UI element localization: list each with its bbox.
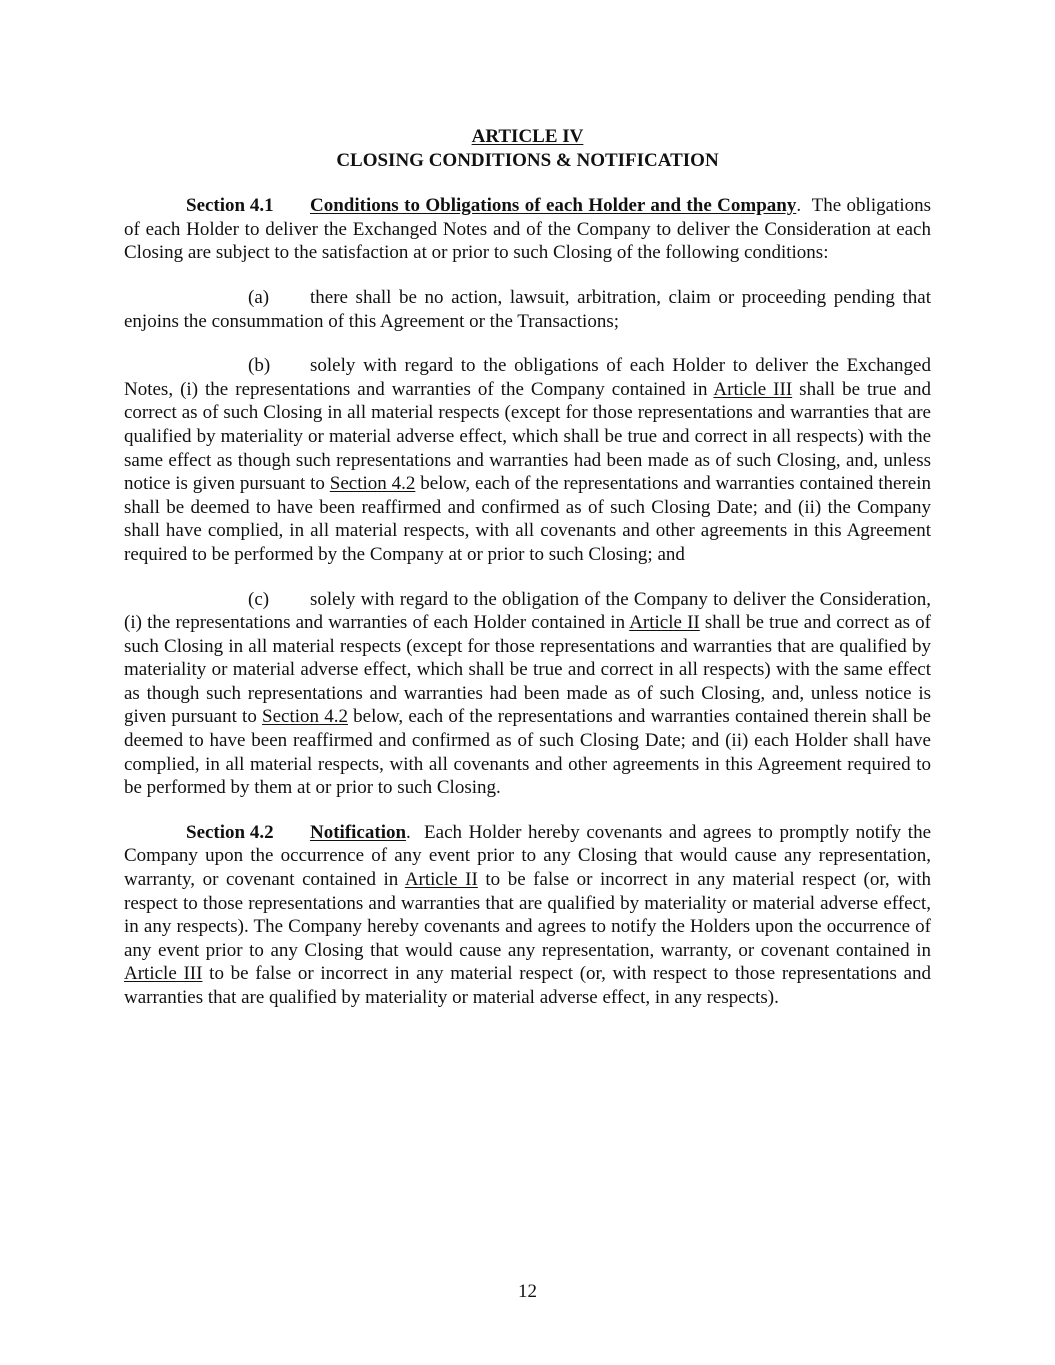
- article-heading: [124, 125, 931, 172]
- section-4-1-paragraph: [124, 194, 931, 265]
- section-4-2-link[interactable]: Section 4.2: [329, 473, 416, 495]
- section-4-1-title-end: .: [796, 195, 802, 217]
- article-iii-link[interactable]: Article III: [713, 378, 793, 400]
- condition-c-label: (c): [248, 588, 270, 610]
- condition-c-paragraph: [124, 588, 931, 800]
- section-4-2-paragraph: [124, 821, 931, 1010]
- condition-a-label: (a): [248, 286, 270, 308]
- section-4-2-title: Notification: [310, 821, 407, 843]
- section-4-2-text-1: Each Holder hereby covenants and agrees to promptly notify the Company upon the occurrence of any event prior to any Closing that would cause any representation, warranty, or covenant contained in: [124, 821, 932, 891]
- section-4-2-title-end: .: [406, 821, 411, 843]
- article-ii-link[interactable]: Article II: [629, 612, 700, 634]
- condition-c-text-2: shall be true and correct as of such Closing in all material respects (except for those representations and warranties that are qualified by materiality or material adverse effect, which shall be true and correct in all respects) with the same effect as though such representations and warranties had been made as of such Closing, and, unless notice is given pursuant to: [124, 612, 931, 728]
- article-number: ARTICLE IV: [471, 126, 584, 147]
- condition-b-text-1: solely with regard to the obligations of each Holder to deliver the Exchanged Notes, (i) the representations and warranties of the Company contained in: [124, 355, 931, 400]
- condition-a-paragraph: [124, 286, 931, 333]
- section-4-1-title: Conditions to Obligations of each Holder and the Company: [310, 195, 797, 217]
- condition-c-text-1: solely with regard to the obligation of the Company to deliver the Consideration, (i) the representations and warranties of each Holder contained in: [124, 588, 931, 634]
- section-4-1-number: Section 4.1: [186, 195, 274, 217]
- condition-b-paragraph: [124, 354, 931, 566]
- section-4-1-intro: The obligations of each Holder to deliver the Exchanged Notes and of the Company to deliver the Consideration at each Closing are subject to the satisfaction at or prior to such Closing of the following conditions:: [124, 195, 931, 264]
- article-iii-link[interactable]: Article III: [124, 963, 203, 985]
- condition-a-text: there shall be no action, lawsuit, arbitration, claim or proceeding pending that enjoins the consummation of this Agreement or the Transactions;: [124, 286, 931, 332]
- page-number: 12: [518, 1281, 537, 1302]
- condition-b-text-3: below, each of the representations and warranties contained therein shall be deemed to have been reaffirmed and confirmed as of such Closing Date; and (ii) the Company shall have complied, in all material respects, with all covenants and other agreements in this Agreement required to be performed by the Company at or prior to such Closing; and: [124, 473, 931, 565]
- article-ii-link[interactable]: Article II: [404, 869, 478, 891]
- section-4-2-text-2: to be false or incorrect in any material respect (or, with respect to those representations and warranties that are qualified by materiality or material adverse effect, in any respects). The Company hereby covenants and agrees to notify the Holders upon the occurrence of any event prior to any Closing that would cause any representation, warranty, or covenant contained in: [124, 869, 932, 961]
- condition-c-text-3: below, each of the representations and warranties contained therein shall be deemed to have been reaffirmed and confirmed as of such Closing Date; and (ii) each Holder shall have complied, in all material respects, with all covenants and other agreements in this Agreement required to be performed by them at or prior to such Closing.: [124, 706, 931, 799]
- section-4-2-text-3: to be false or incorrect in any material respect (or, with respect to those representations and warranties that are qualified by materiality or material adverse effect, in any respects).: [124, 963, 931, 1008]
- article-title: CLOSING CONDITIONS & NOTIFICATION: [336, 149, 719, 171]
- condition-b-text-2: shall be true and correct as of such Closing in all material respects (except for those representations and warranties that are qualified by materiality or material adverse effect, which shall be true and correct in all respects) with the same effect as though such representations and warranties had been made as of such Closing, and, unless notice is given pursuant to: [124, 378, 932, 495]
- section-4-2-number: Section 4.2: [186, 821, 274, 843]
- document-page: [124, 125, 931, 1031]
- condition-b-label: (b): [248, 355, 271, 377]
- section-4-2-link[interactable]: Section 4.2: [262, 706, 348, 728]
